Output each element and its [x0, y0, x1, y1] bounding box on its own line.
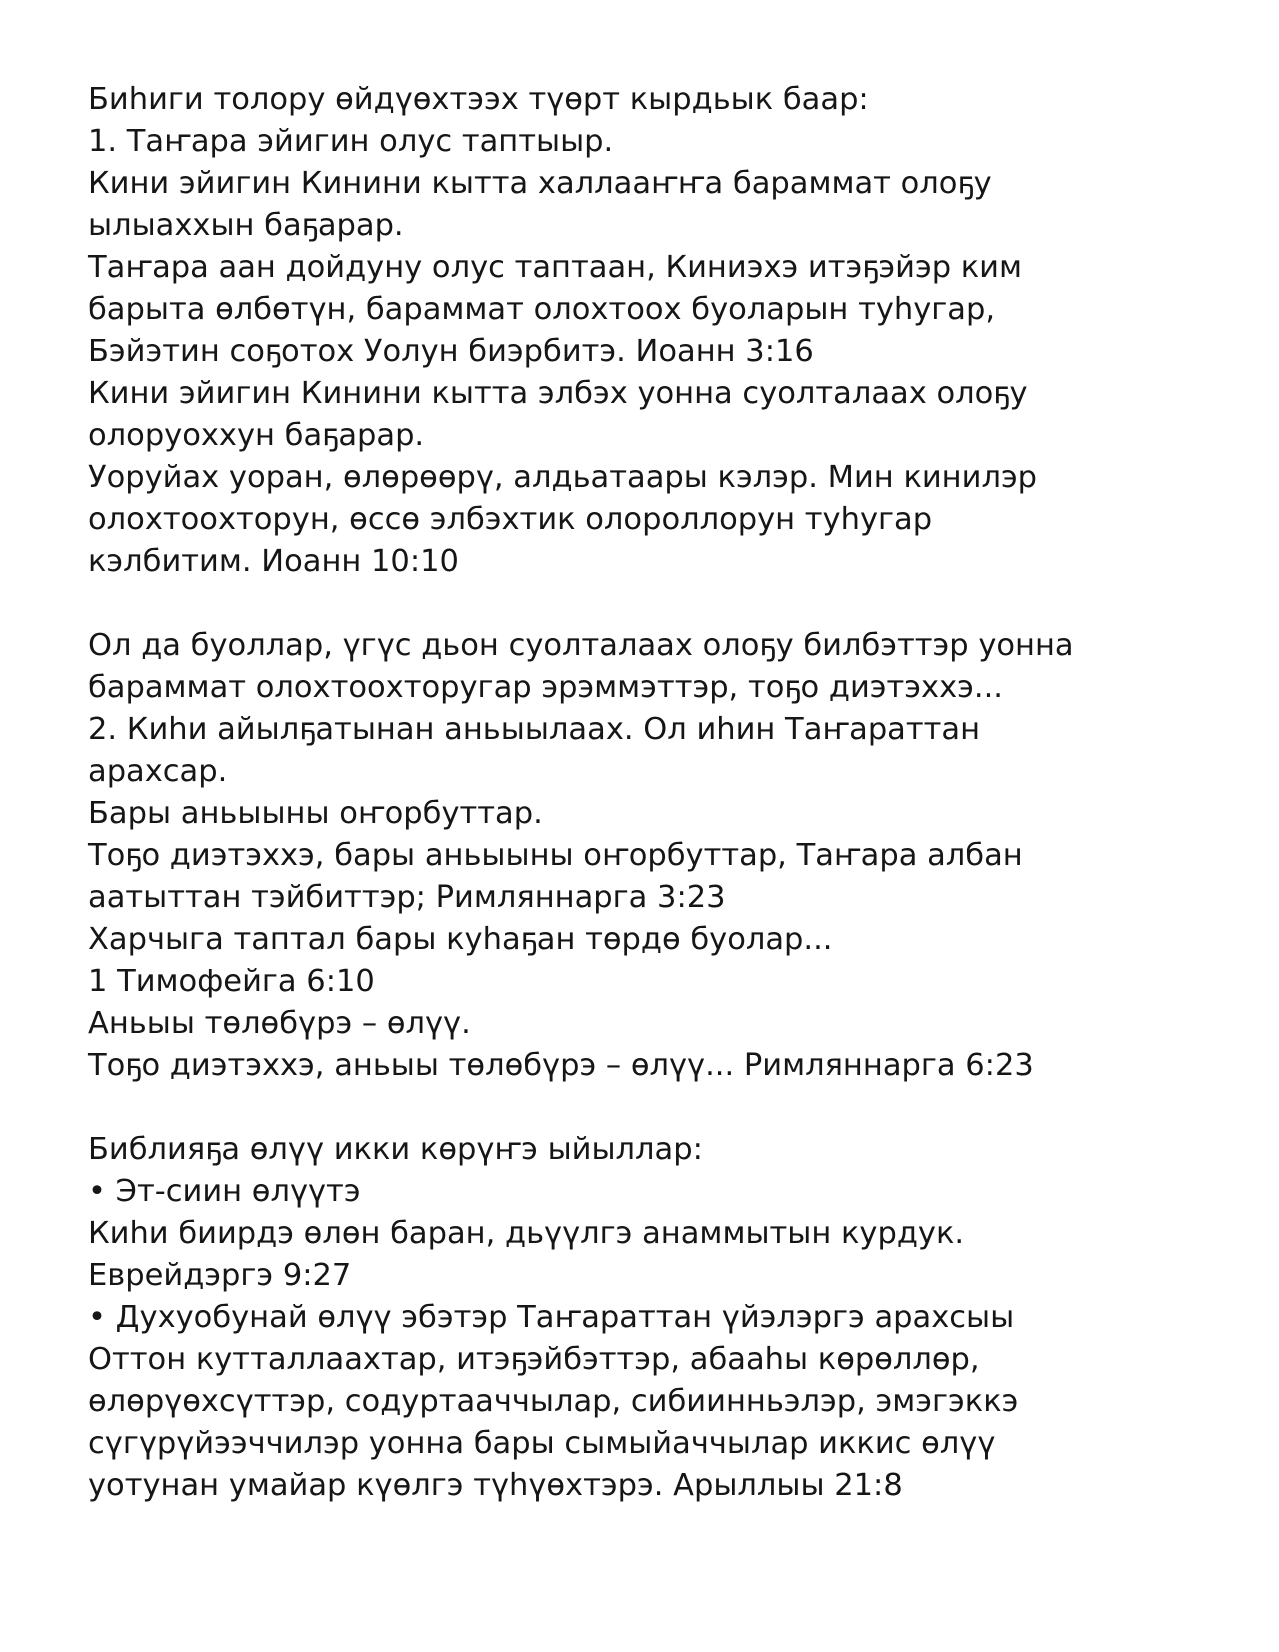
text-line: олоруоххун баҕарар. [88, 418, 425, 453]
text-line: 1 Тимофейга 6:10 [88, 964, 375, 999]
text-line: уотунан умайар күөлгэ түһүөхтэрэ. Арыллыы 21:8 [88, 1468, 903, 1503]
text-line: Таҥара аан дойдуну олус таптаан, Киниэхэ итэҕэйэр ким [88, 250, 1023, 285]
text-line: өлөрүөхсүттэр, содуртааччылар, сибиинньэлэр, эмэгэккэ [88, 1384, 1019, 1419]
text-line: Бэйэтин соҕотох Уолун биэрбитэ. Иоанн 3:16 [88, 334, 814, 369]
text-line: Киһи биирдэ өлөн баран, дьүүлгэ анаммытын курдук. [88, 1216, 965, 1251]
text-line: арахсар. [88, 754, 228, 789]
text-line: бараммат олохтоохторугар эрэммэттэр, тоҕо диэтэххэ... [88, 670, 1003, 705]
text-line: сүгүрүйээччилэр уонна бары сымыйаччылар иккис өлүү [88, 1426, 996, 1461]
text-line: Ол да буоллар, үгүс дьон суолталаах олоҕу билбэттэр уонна [88, 628, 1074, 663]
paragraph-death [88, 1129, 1258, 1507]
text-line: Харчыга таптал бары куһаҕан төрдө буолар... [88, 922, 833, 957]
text-line: олохтоохторун, өссө элбэхтик олороллорун туһугар [88, 502, 933, 537]
text-line: Бары аньыыны оҥорбуттар. [88, 796, 543, 831]
text-line: Аньыы төлөбүрэ – өлүү. [88, 1006, 471, 1041]
text-line: Оттон кутталлаахтар, итэҕэйбэттэр, абааһы көрөллөр, [88, 1342, 980, 1377]
text-line: Еврейдэргэ 9:27 [88, 1258, 352, 1293]
text-line: кэлбитим. Иоанн 10:10 [88, 544, 459, 579]
text-line: ылыаххын баҕарар. [88, 208, 404, 243]
text-line: Библияҕа өлүү икки көрүҥэ ыйыллар: [88, 1132, 703, 1167]
document-page [88, 79, 1258, 1507]
paragraph-gap [88, 1087, 1258, 1129]
paragraph-sin [88, 625, 1258, 1087]
text-line: Тоҕо диэтэххэ, аньыы төлөбүрэ – өлүү... Римляннарга 6:23 [88, 1048, 1034, 1083]
text-line: Кини эйигин Кинини кытта элбэх уонна суолталаах олоҕу [88, 376, 1028, 411]
text-line: Уоруйах уоран, өлөрөөрү, алдьатаары кэлэр. Мин кинилэр [88, 460, 1038, 495]
text-line: • Эт-сиин өлүүтэ [88, 1174, 361, 1209]
text-line: Кини эйигин Кинини кытта халлааҥҥа бараммат олоҕу [88, 166, 992, 201]
text-line: аатыттан тэйбиттэр; Римляннарга 3:23 [88, 880, 726, 915]
text-line: 2. Киһи айылҕатынан аньыылаах. Ол иһин Таҥараттан [88, 712, 981, 747]
text-line: барыта өлбөтүн, бараммат олохтоох буоларын туһугар, [88, 292, 996, 327]
paragraph-gap [88, 583, 1258, 625]
paragraph-love-of-god [88, 79, 1258, 583]
text-line: Тоҕо диэтэххэ, бары аньыыны оҥорбуттар, Таҥара албан [88, 838, 1023, 873]
text-line: 1. Таҥара эйигин олус таптыыр. [88, 124, 614, 159]
text-line: • Духуобунай өлүү эбэтэр Таҥараттан үйэлэргэ арахсыы [88, 1300, 1015, 1335]
text-line: Биһиги толору өйдүөхтээх түөрт кырдьык баар: [88, 82, 869, 117]
